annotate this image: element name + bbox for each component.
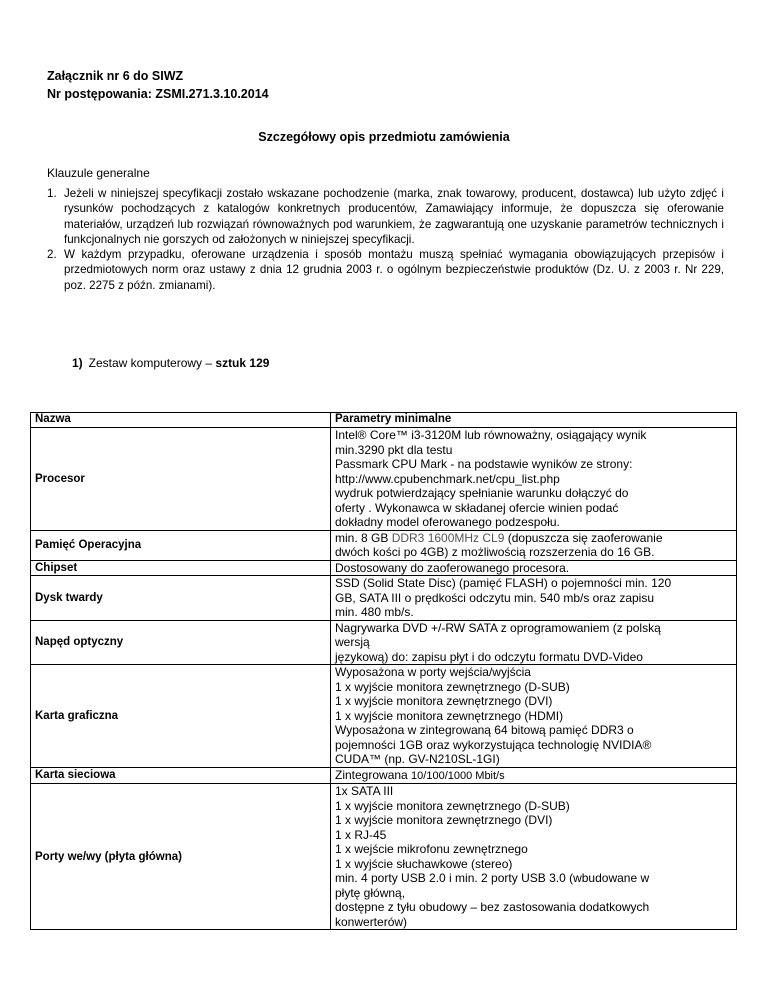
attachment-label: Załącznik nr 6 do SIWZ bbox=[47, 69, 184, 83]
param-line: językową) do: zapisu płyt i do odczytu formatu DVD-Video bbox=[335, 649, 643, 664]
param-line: 1x SATA III bbox=[335, 784, 394, 798]
set-number: 1) bbox=[72, 356, 83, 370]
param-line: 1 x wyjście monitora zewnętrznego (D-SUB) bbox=[335, 798, 570, 813]
param-line: dwóch kości po 4GB) z możliwością rozszerzenia do 16 GB. bbox=[335, 545, 655, 559]
procedure-number: Nr postępowania: ZSMI.271.3.10.2014 bbox=[47, 87, 269, 101]
row-name: Dysk twardy bbox=[31, 576, 331, 621]
row-params bbox=[331, 428, 737, 531]
clause-text: W każdym przypadku, oferowane urządzenia i sposób montażu muszą spełniać wymagania obowiązujących przepisów i przedmiotowych norm oraz ustawy z dnia 12 grudnia 2003 r. o ogólnym bezpieczeństwie produktów (Dz. U. z 2003 r. Nr 229, poz. 2275 z późn. zmianami). bbox=[64, 248, 724, 292]
param-line: wydruk potwierdzający spełnianie warunku dołączyć do bbox=[335, 486, 629, 500]
param-line bbox=[335, 531, 732, 546]
param-line: płytę główną, bbox=[335, 885, 406, 900]
row-name: Pamięć Operacyjna bbox=[31, 530, 331, 560]
table-row bbox=[31, 767, 737, 784]
param-line: 1 x wyjście monitora zewnętrznego (HDMI) bbox=[335, 708, 564, 723]
param-line: wersją bbox=[335, 635, 370, 649]
page-title: Szczegółowy opis przedmiotu zamówienia bbox=[258, 130, 510, 144]
param-line bbox=[335, 768, 732, 784]
param-line: GB, SATA III o prędkości odczytu min. 540 mb/s oraz zapisu bbox=[335, 590, 655, 605]
clause-item bbox=[47, 186, 724, 247]
param-line: Nagrywarka DVD +/-RW SATA z oprogramowaniem (z polską bbox=[335, 620, 661, 635]
row-params bbox=[331, 665, 737, 768]
param-line: konwerterów) bbox=[335, 914, 408, 929]
clause-text: Jeżeli w niniejszej specyfikacji zostało wskazane pochodzenie (marka, znak towarowy, producent, dostawca) lub użyto zdjęć i rysunków pochodzących z katalogów konkretnych producentów, Zamawiający informuje, że dopuszcza się oferowanie materiałów, urządzeń lub rozwiązań równoważnych pod warunkiem, że zagwarantują one uzyskanie parametrów technicznych i funkcjonalnych nie gorszych od założonych w niniejszej specyfikacji. bbox=[64, 187, 724, 246]
param-line: pojemności 1GB oraz wykorzystująca technologię NVIDIA® bbox=[335, 737, 652, 752]
param-line: dostępne z tyłu obudowy – bez zastosowania dodatkowych bbox=[335, 900, 650, 914]
param-line: Wyposażona w porty wejścia/wyjścia bbox=[335, 665, 531, 679]
param-line: Intel® Core™ i3-3120M lub równoważny, osiągający wynik bbox=[335, 428, 647, 442]
param-line: 1 x RJ-45 bbox=[335, 827, 387, 842]
row-params bbox=[331, 530, 737, 560]
param-line: 1 x wyjście monitora zewnętrznego (DVI) bbox=[335, 694, 553, 708]
row-name: Porty we/wy (płyta główna) bbox=[31, 784, 331, 930]
table-row bbox=[31, 784, 737, 930]
param-line: http://www.cpubenchmark.net/cpu_list.php bbox=[335, 471, 560, 486]
row-name: Chipset bbox=[31, 560, 331, 576]
row-name: Karta sieciowa bbox=[31, 767, 331, 784]
clause-number: 2. bbox=[47, 248, 57, 262]
header-params: Parametry minimalne bbox=[331, 413, 737, 428]
network-speed: 10/100/1000 Mbit/s bbox=[411, 769, 505, 782]
clause-item bbox=[47, 247, 724, 293]
row-params bbox=[331, 576, 737, 621]
param-line: SSD (Solid State Disc) (pamięć FLASH) o pojemności min. 120 bbox=[335, 576, 672, 590]
param-line: 1 x wyjście słuchawkowe (stereo) bbox=[335, 856, 513, 871]
param-line: 1 x wyjście monitora zewnętrznego (D-SUB) bbox=[335, 679, 570, 694]
table-header-row bbox=[31, 413, 737, 428]
row-name: Napęd optyczny bbox=[31, 620, 331, 665]
param-line: Passmark CPU Mark - na podstawie wyników ze strony: bbox=[335, 457, 633, 471]
computer-set-heading bbox=[72, 356, 269, 370]
table-row bbox=[31, 576, 737, 621]
clause-number: 1. bbox=[47, 187, 57, 200]
param-line: 1 x wejście mikrofonu zewnętrznego bbox=[335, 842, 528, 856]
row-name: Karta graficzna bbox=[31, 665, 331, 768]
param-line: min. 4 porty USB 2.0 i min. 2 porty USB 3.0 (wbudowane w bbox=[335, 871, 650, 885]
clauses-list bbox=[47, 186, 724, 293]
table-row bbox=[31, 428, 737, 531]
set-label: Zestaw komputerowy – bbox=[88, 356, 216, 370]
table-row bbox=[31, 665, 737, 768]
param-line: min. 480 mb/s. bbox=[335, 605, 414, 619]
row-name: Procesor bbox=[31, 428, 331, 531]
header-name: Nazwa bbox=[31, 413, 331, 428]
table-row bbox=[31, 560, 737, 576]
row-params bbox=[331, 767, 737, 784]
set-quantity: sztuk 129 bbox=[215, 356, 270, 370]
table-row bbox=[31, 620, 737, 665]
row-params bbox=[331, 620, 737, 665]
param-text: min. 8 GB bbox=[335, 530, 392, 545]
param-text: (dopuszcza się zaoferowanie bbox=[504, 530, 663, 545]
param-text: Zintegrowana bbox=[335, 767, 412, 782]
param-line: Wyposażona w zintegrowaną 64 bitową pamięć DDR3 o bbox=[335, 723, 634, 737]
param-line: oferty . Wykonawca w składanej ofercie winien podać bbox=[335, 500, 619, 515]
row-params bbox=[331, 784, 737, 930]
table-row bbox=[31, 530, 737, 560]
param-line: CUDA™ (np. GV-N210SL-1GI) bbox=[335, 752, 500, 766]
clauses-heading: Klauzule generalne bbox=[47, 166, 150, 180]
memory-spec: DDR3 1600MHz CL9 bbox=[391, 530, 505, 545]
spec-table bbox=[30, 412, 737, 930]
row-params bbox=[331, 560, 737, 576]
param-line: min.3290 pkt dla testu bbox=[335, 442, 453, 457]
param-line: 1 x wyjście monitora zewnętrznego (DVI) bbox=[335, 813, 553, 827]
param-line: dokładny model oferowanego podzespołu. bbox=[335, 515, 560, 529]
param-line: Dostosowany do zaoferowanego procesora. bbox=[335, 560, 570, 575]
